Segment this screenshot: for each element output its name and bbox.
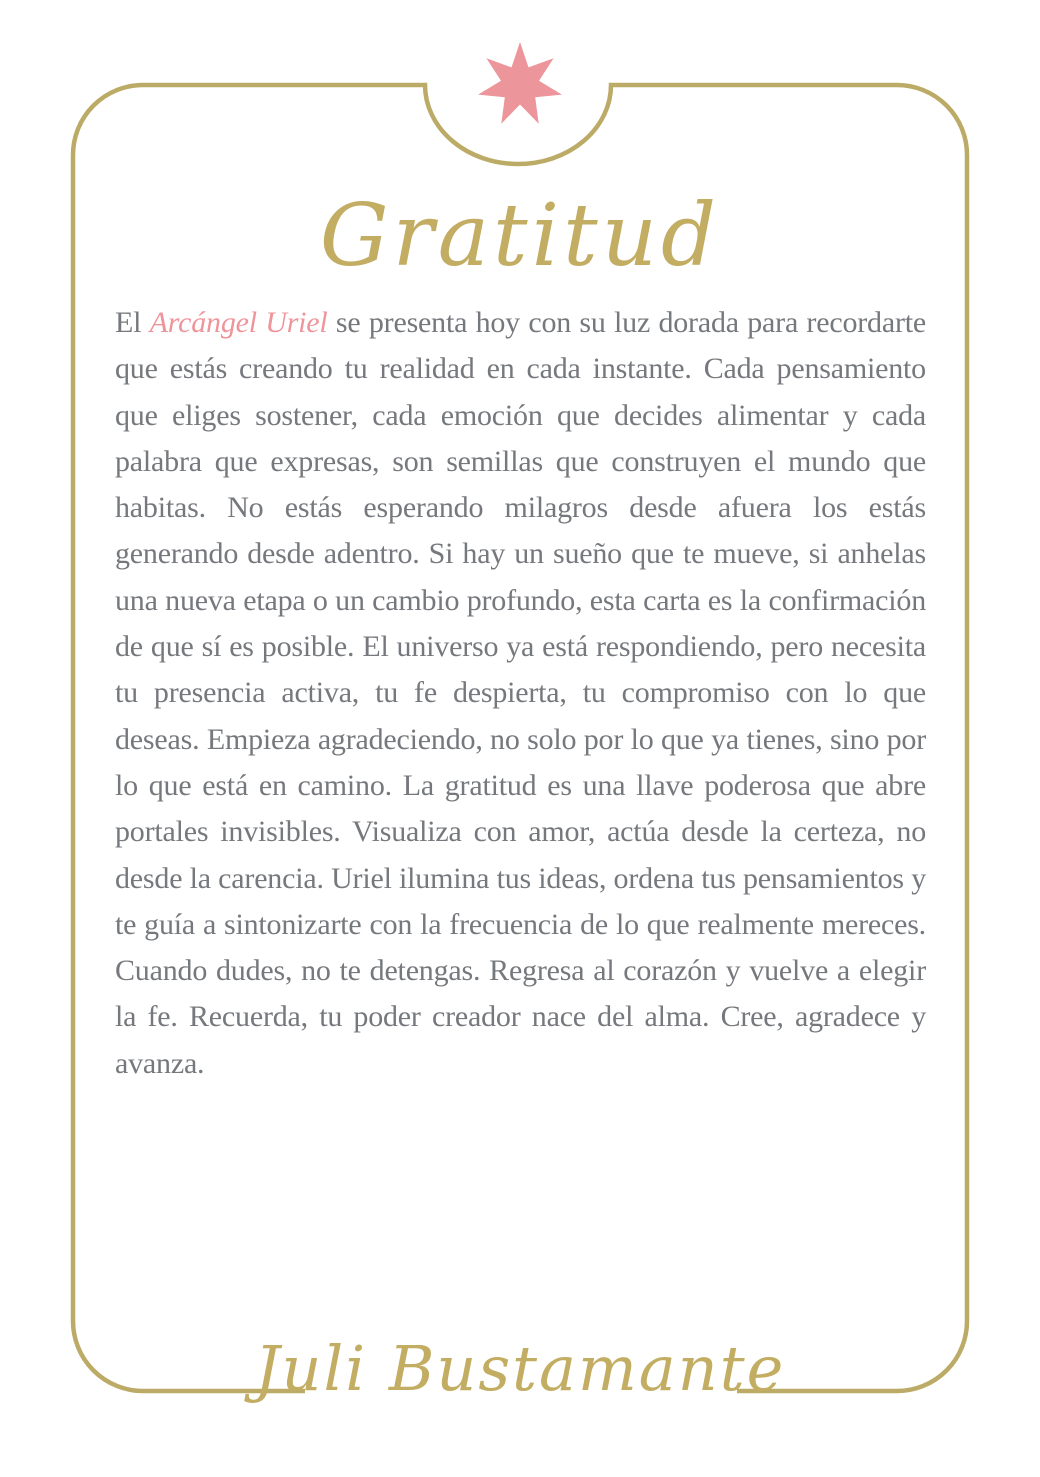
signature: Juli Bustamante bbox=[254, 1332, 786, 1405]
page-title: Gratitud bbox=[319, 186, 721, 286]
body-prefix: El bbox=[115, 306, 150, 339]
archangel-name: Arcángel Uriel bbox=[149, 306, 328, 339]
body-text bbox=[115, 300, 926, 1087]
star-icon bbox=[478, 42, 562, 124]
body-rest: se presenta hoy con su luz dorada para recordarte que estás creando tu realidad en cada instante. Cada pensamiento que eliges sostener, cada emoción que decides alimentar y cada palabra que expresas, son semillas que construyen el mundo que habitas. No estás esperando milagros desde afuera los estás generando desde adentro. Si hay un sueño que te mueve, si anhelas una nueva etapa o un cambio profundo, esta carta es la confirmación de que sí es posible. El universo ya está respondiendo, pero necesita tu presencia activa, tu fe despierta, tu compromiso con lo que deseas. Empieza agradeciendo, no solo por lo que ya tienes, sino por lo que está en camino. La gratitud es una llave poderosa que abre portales invisibles. Visualiza con amor, actúa desde la certeza, no desde la carencia. Uriel ilumina tus ideas, ordena tus pensamientos y te guía a sintonizarte con la frecuencia de lo que realmente mereces. Cuando dudes, no te detengas. Regresa al corazón y vuelve a elegir la fe. Recuerda, tu poder creador nace del alma. Cree, agradece y avanza. bbox=[115, 306, 926, 1080]
